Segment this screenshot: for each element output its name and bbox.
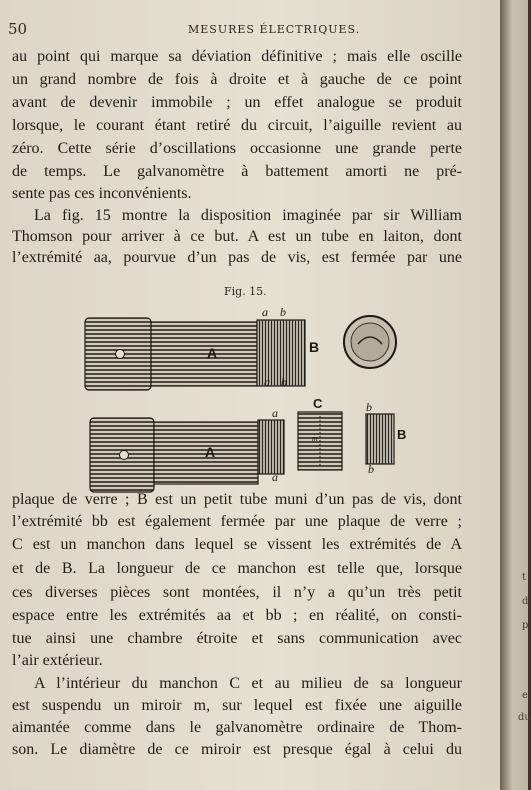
text-line: l’extrémité bb est également fermée par une plaque de verre ; xyxy=(12,513,462,530)
text-line: sente pas ces inconvénients. xyxy=(12,185,192,202)
figure-caption: Fig. 15. xyxy=(224,285,267,298)
text-line: de temps. Le galvanomètre à battement amorti ne pré- xyxy=(12,163,462,180)
text-line: zéro. Cette série d’oscillations occasionne une grande perte xyxy=(12,140,462,157)
running-title: MESURES ÉLECTRIQUES. xyxy=(188,23,361,36)
part-thread-aa xyxy=(258,420,284,474)
text-line: tue ainsi une chambre étroite et sans communication avec xyxy=(12,630,462,647)
text-line: Thomson pour arriver à ce but. A est un tube en laiton, dont xyxy=(12,228,462,245)
label-m: m xyxy=(312,434,318,443)
label-B2: B xyxy=(397,427,407,442)
text-line: au point qui marque sa déviation définitive ; mais elle oscille xyxy=(12,48,462,65)
text-line: aimantée comme dans le galvanomètre ordinaire de Thom- xyxy=(12,719,462,736)
next-page-fragment: t xyxy=(522,572,527,583)
label-b-bottom: b xyxy=(281,375,287,389)
text-line: A l’intérieur du manchon C et au milieu de sa longueur xyxy=(34,675,462,692)
next-page-fragment: e xyxy=(522,690,528,701)
next-page-fragment: p xyxy=(522,620,529,631)
text-line: ces diverses pièces sont montées, il n’y a qu’un très petit xyxy=(12,584,462,601)
text-line: est suspendu un miroir m, sur lequel est fixée une aiguille xyxy=(12,697,462,714)
text-line: plaque de verre ; B est un petit tube muni d’un pas de vis, dont xyxy=(12,491,462,508)
text-line: C est un manchon dans lequel se vissent les extrémités de A xyxy=(12,536,462,553)
label-b2-bottom: b xyxy=(368,462,374,476)
text-line: son. Le diamètre de ce miroir est presque égal à celui du xyxy=(12,741,462,758)
label-a2-bottom: a xyxy=(272,470,278,484)
tube-body-A xyxy=(151,322,257,386)
label-a2-top: a xyxy=(272,406,278,420)
label-b2-top: b xyxy=(366,400,372,414)
label-C: C xyxy=(313,396,323,411)
next-page-fragment: d xyxy=(522,596,529,607)
label-a-bottom: a xyxy=(264,375,270,389)
text-line: un grand nombre de fois à droite et à gauche de ce point xyxy=(12,71,462,88)
text-line: La fig. 15 montre la disposition imaginée par sir William xyxy=(34,207,462,224)
text-line: l’extrémité aa, pourvue d’un pas de vis, est fermée par une xyxy=(12,249,462,266)
label-B1: B xyxy=(309,339,320,355)
text-line: et de B. La longueur de ce manchon est telle que, lorsque xyxy=(12,560,462,577)
page-number: 50 xyxy=(8,20,28,38)
next-page-fragment: du xyxy=(518,712,531,723)
label-A2: A xyxy=(205,444,216,460)
text-line: lorsque, le courant étant retiré du circuit, l’aiguille revient au xyxy=(12,117,462,134)
next-page-edge xyxy=(500,0,531,790)
figure-illustration xyxy=(0,300,500,500)
label-a-top: a xyxy=(262,305,268,319)
text-line: l’air extérieur. xyxy=(12,652,103,669)
part-tube-B xyxy=(366,414,394,464)
part-hole xyxy=(120,451,129,460)
label-b-top: b xyxy=(280,305,286,319)
tube-hole xyxy=(116,350,125,359)
text-line: espace entre les extrémités aa et bb ; en réalité, on consti- xyxy=(12,607,462,624)
label-A1: A xyxy=(207,345,218,361)
text-line: avant de devenir immobile ; un effet analogue se produit xyxy=(12,94,462,111)
mirror-disk-inner xyxy=(351,323,389,361)
